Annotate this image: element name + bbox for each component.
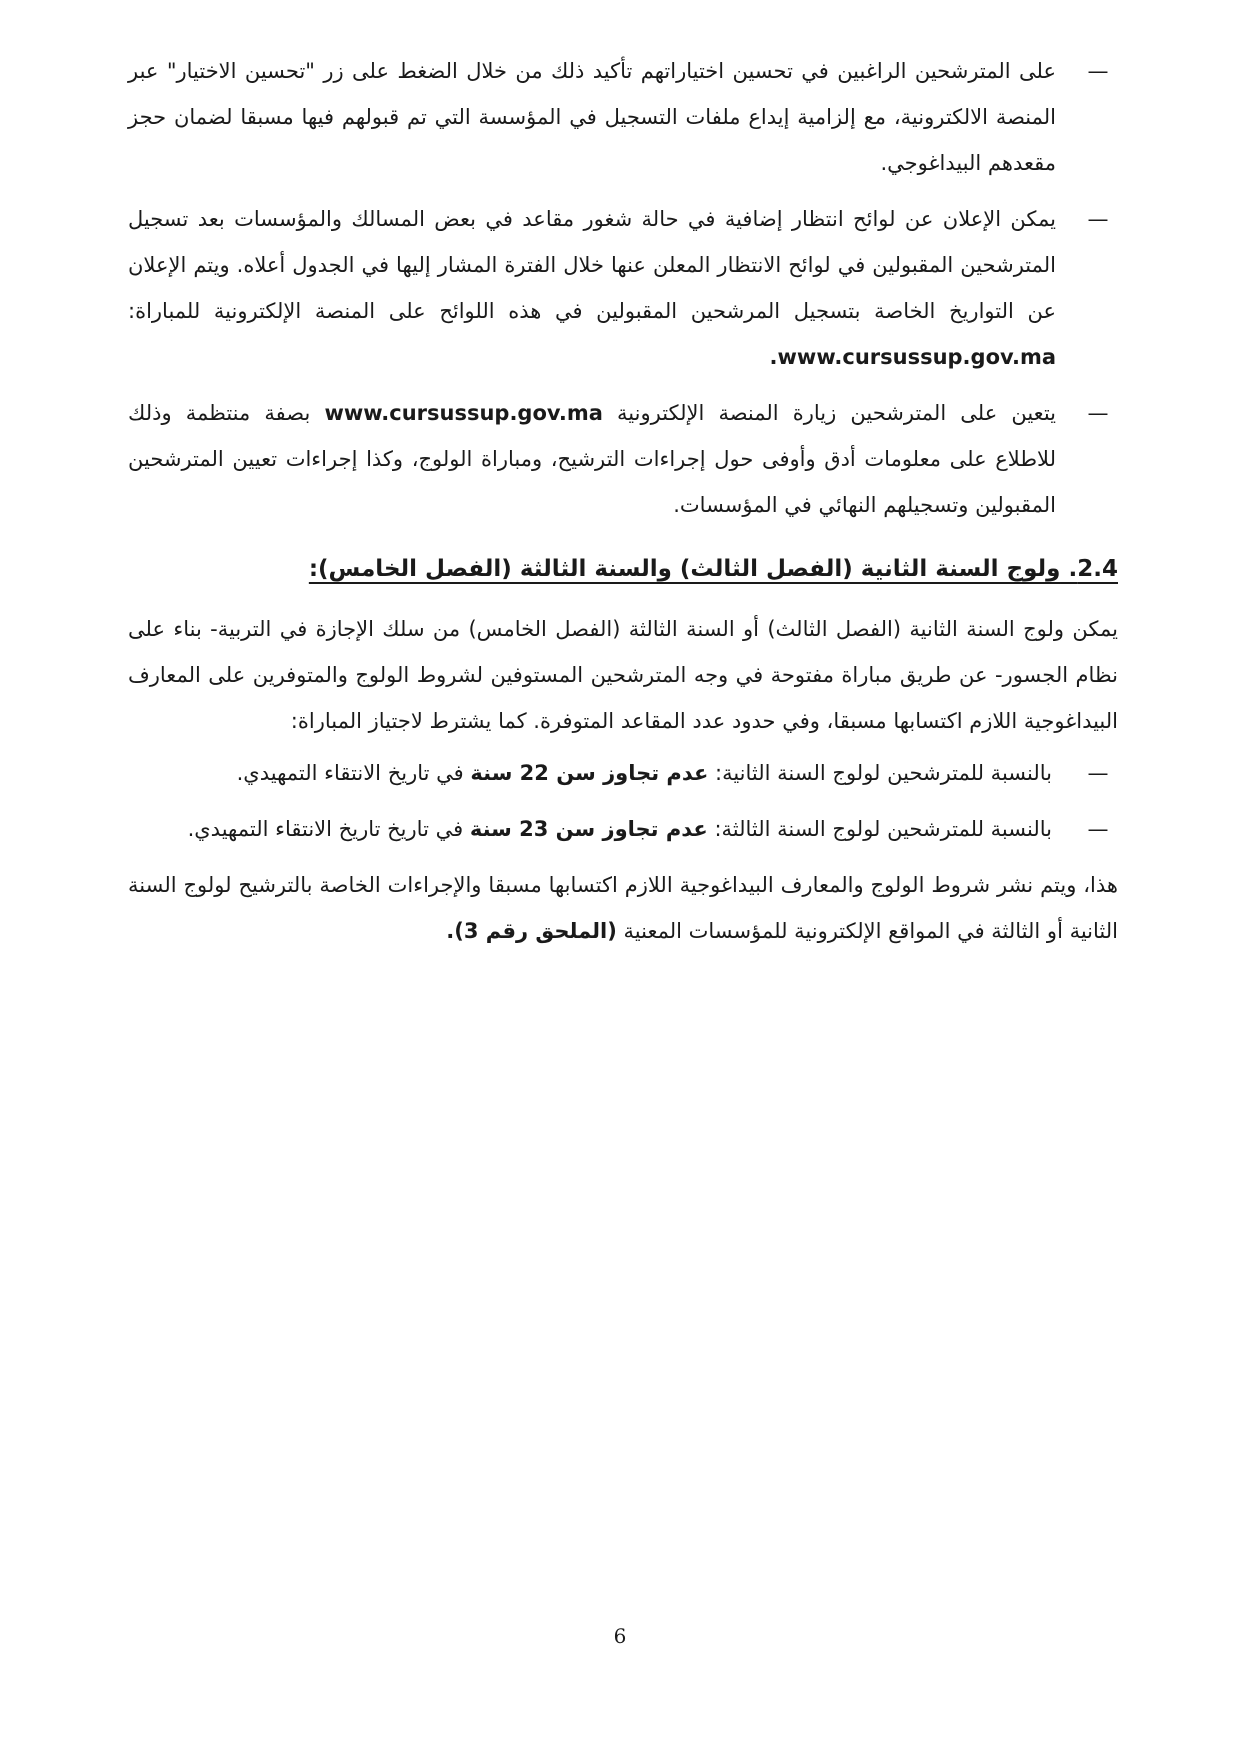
dash-bullet: —: [1087, 401, 1109, 425]
page-number: 6: [613, 1624, 627, 1648]
condition-age: عدم تجاوز سن 23 سنة: [469, 817, 708, 841]
bullet-list-top: [128, 48, 1118, 528]
platform-url[interactable]: www.cursussup.gov.ma: [777, 345, 1056, 369]
section-heading: [128, 546, 1118, 592]
list-item: [128, 806, 1118, 852]
platform-url[interactable]: www.cursussup.gov.ma: [324, 401, 603, 425]
condition-suffix: في تاريخ تاريخ الانتقاء التمهيدي.: [187, 817, 464, 841]
bullet-end: .: [769, 345, 778, 369]
dash-bullet: —: [1087, 207, 1109, 231]
dash-bullet: —: [1087, 817, 1109, 841]
dash-bullet: —: [1087, 761, 1109, 785]
bullet-text: يتعين على المترشحين زيارة المنصة الإلكترونية: [617, 401, 1056, 425]
bullet-text: بصفة منتظمة وذلك للاطلاع على معلومات أدق وأوفى حول إجراءات الترشيح، ومباراة الولوج، وكذا إجراءات تعيين المترشحين المقبولين وتسجيلهم النهائي في المؤسسات.: [128, 401, 1056, 517]
annex-reference: (الملحق رقم 3).: [446, 919, 617, 943]
closing-text: هذا، ويتم نشر شروط الولوج والمعارف البيداغوجية اللازم اكتسابها مسبقا والإجراءات الخاصة بالترشيح لولوج السنة الثانية أو الثالثة في المواقع الإلكترونية للمؤسسات المعنية: [128, 873, 1118, 943]
bullet-text: يمكن الإعلان عن لوائح انتظار إضافية في حالة شغور مقاعد في بعض المسالك والمؤسسات بعد تسجيل المترشحين المقبولين في لوائح الانتظار المعلن عنها خلال الفترة المشار إليها في الجدول أعلاه. ويتم الإعلان عن التواريخ الخاصة بتسجيل المرشحين المقبولين في هذه اللوائح على المنصة الإلكترونية للمباراة:: [128, 207, 1056, 323]
condition-suffix: في تاريخ الانتقاء التمهيدي.: [236, 761, 464, 785]
condition-age: عدم تجاوز سن 22 سنة: [470, 761, 709, 785]
closing-paragraph: [128, 862, 1118, 954]
page-content: [128, 48, 1118, 960]
intro-paragraph: يمكن ولوج السنة الثانية (الفصل الثالث) أو السنة الثالثة (الفصل الخامس) من سلك الإجازة في التربية- بناء على نظام الجسور- عن طريق مباراة مفتوحة في وجه المترشحين المستوفين لشروط الولوج والمتوفرين على المعارف البيداغوجية اللازم اكتسابها مسبقا، وفي حدود عدد المقاعد المتوفرة. كما يشترط لاجتياز المباراة:: [128, 617, 1118, 733]
section-title: ولوج السنة الثانية (الفصل الثالث) والسنة الثالثة (الفصل الخامس):: [308, 556, 1061, 582]
list-item: [128, 390, 1118, 528]
condition-prefix: بالنسبة للمترشحين لولوج السنة الثانية:: [715, 761, 1052, 785]
bullet-text: على المترشحين الراغبين في تحسين اختياراتهم تأكيد ذلك من خلال الضغط على زر "تحسين الاختيار" عبر المنصة الالكترونية، مع إلزامية إيداع ملفات التسجيل في المؤسسة التي تم قبولهم فيها مسبقا لضمان حجز مقعدهم البيداغوجي.: [128, 59, 1056, 175]
section-number: 2.4.: [1068, 556, 1118, 582]
dash-bullet: —: [1087, 59, 1109, 83]
list-item: [128, 196, 1118, 380]
list-item: [128, 750, 1118, 796]
age-condition-list: [128, 750, 1118, 852]
list-item: [128, 48, 1118, 186]
condition-prefix: بالنسبة للمترشحين لولوج السنة الثالثة:: [714, 817, 1052, 841]
